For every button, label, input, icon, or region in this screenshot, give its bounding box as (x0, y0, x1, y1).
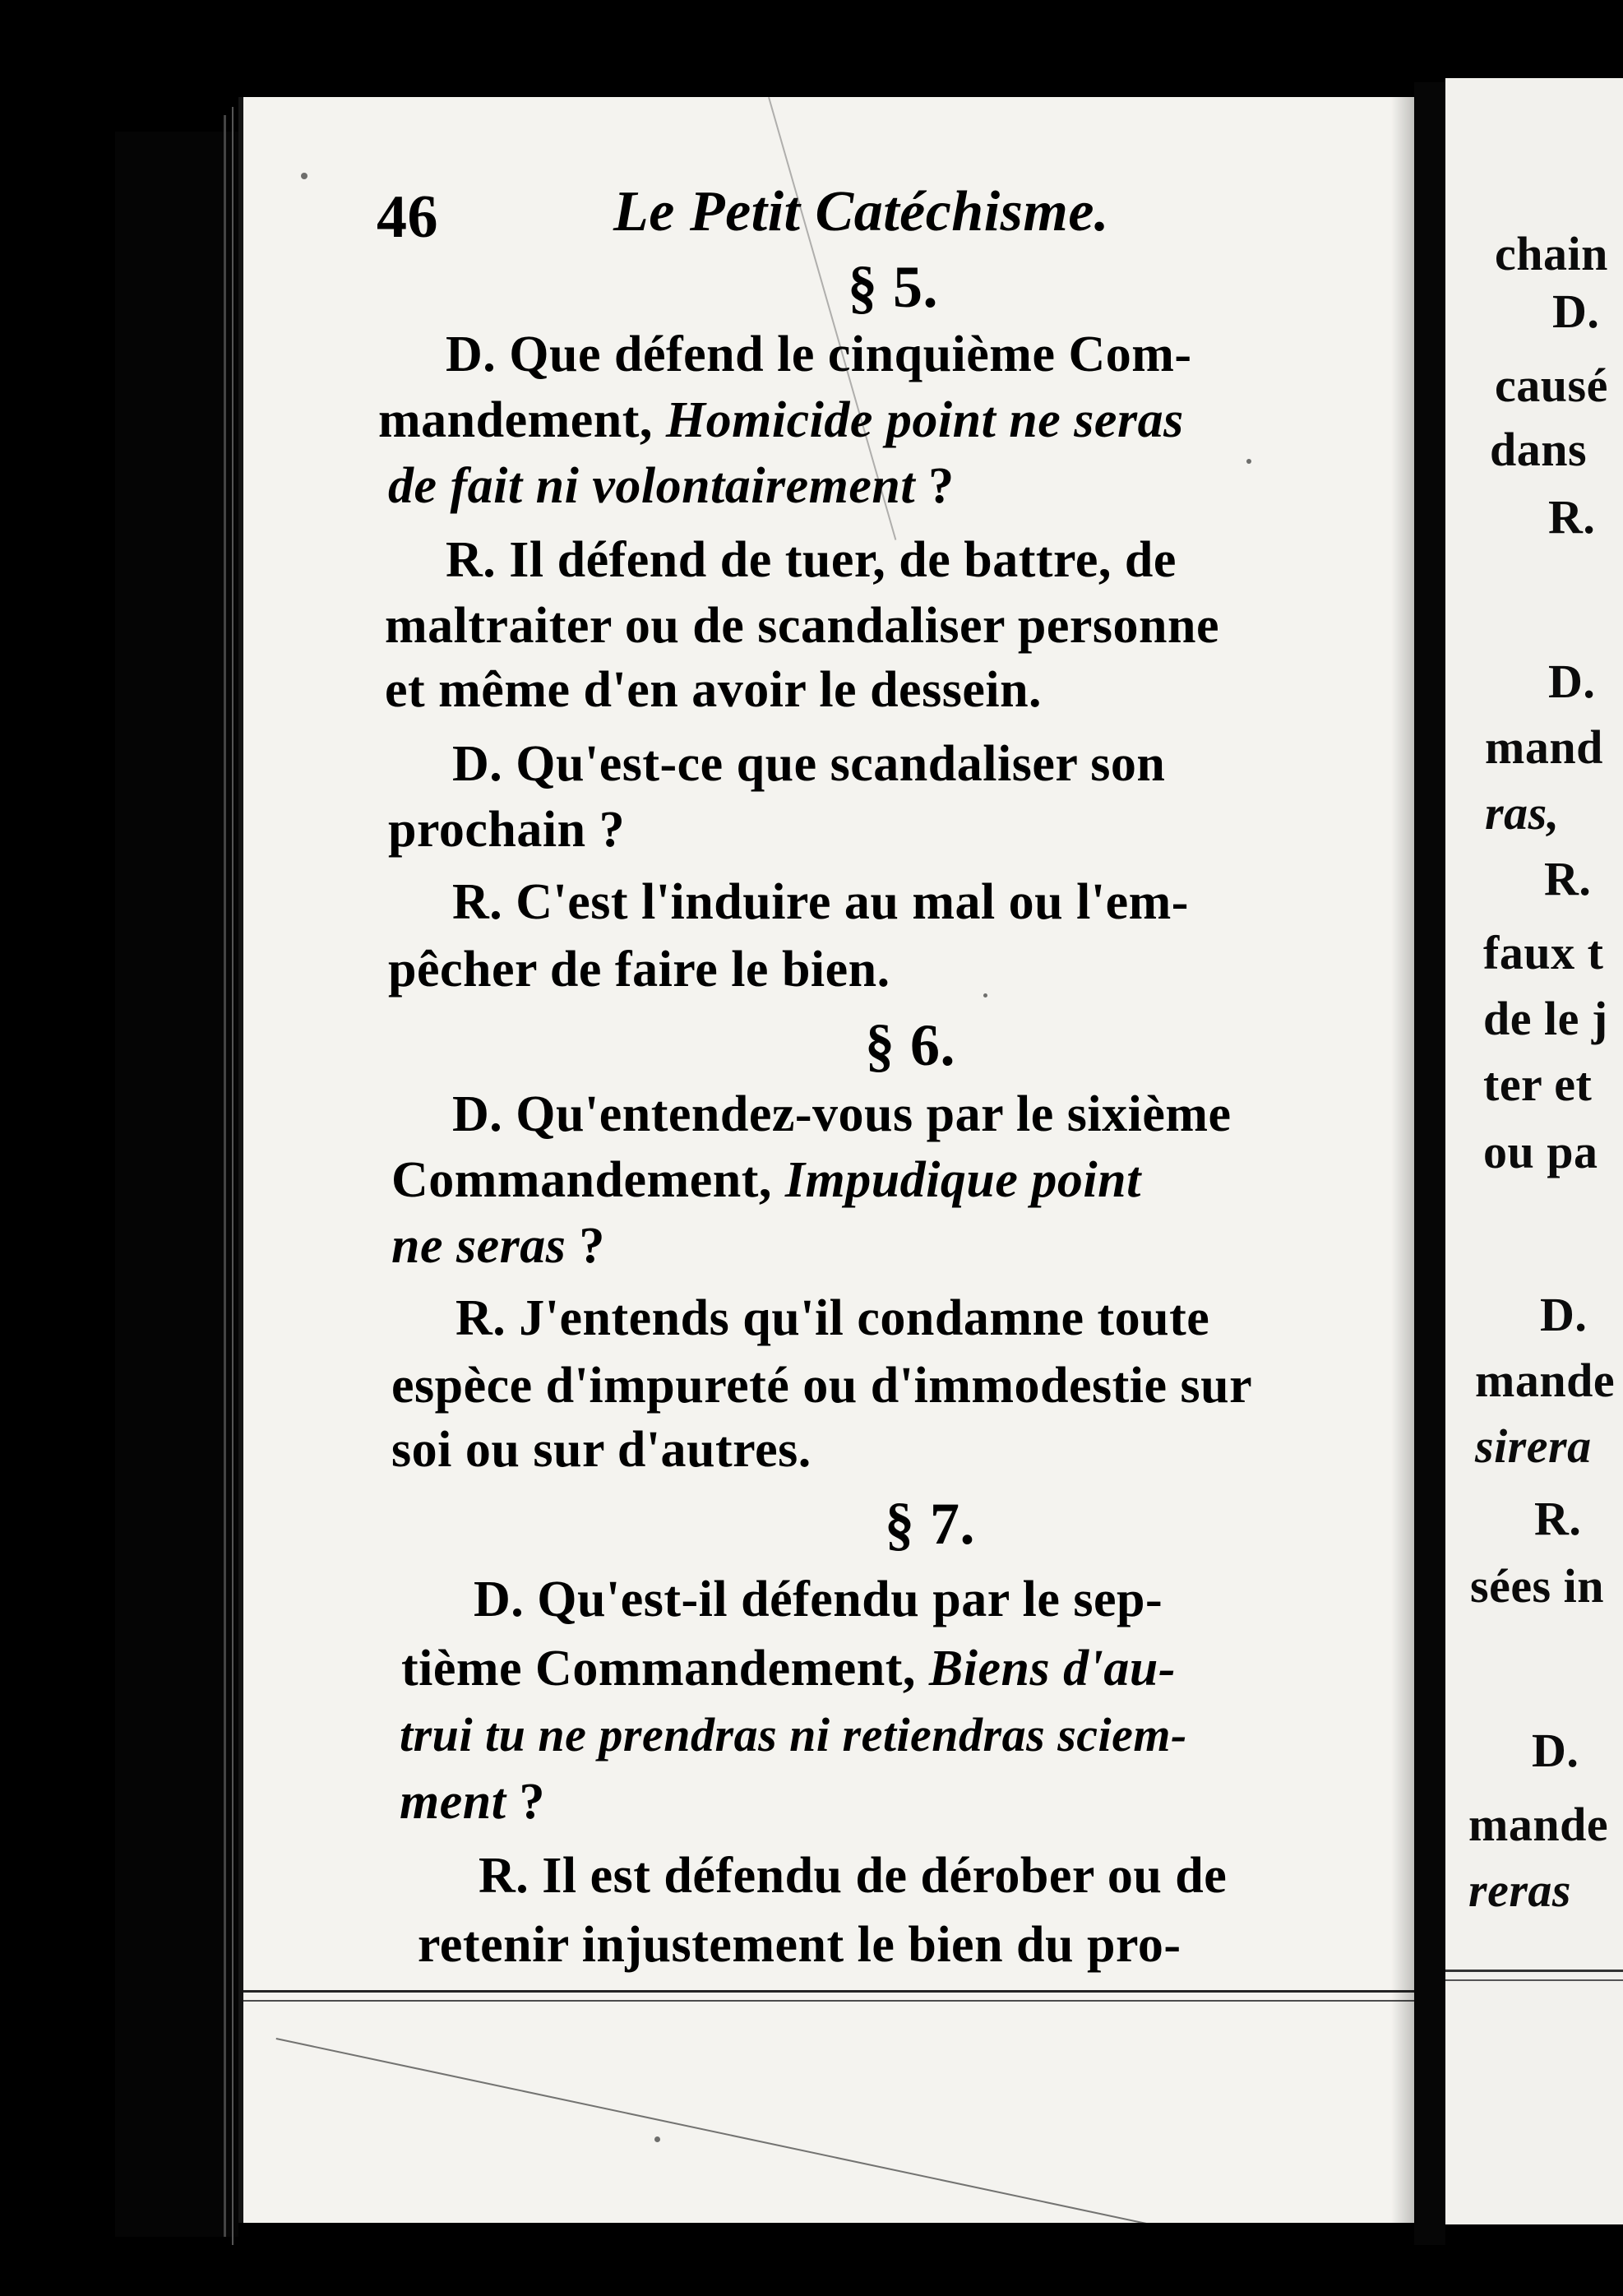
text-line: R. Il est défendu de dérober ou de (479, 1848, 1228, 1904)
text-line: tième Commandement, Biens d'au- (401, 1641, 1176, 1697)
text-fragment: D. (1532, 1724, 1579, 1777)
section-heading: § 5. (848, 254, 938, 320)
text-line: maltraiter ou de scandaliser personne (385, 598, 1220, 654)
text-line: pêcher de faire le bien. (388, 942, 890, 998)
text-line: D. Qu'est-il défendu par le sep- (474, 1572, 1163, 1627)
speck (654, 2136, 660, 2142)
binding-line (232, 107, 234, 2245)
text-line: R. J'entends qu'il condamne toute (455, 1290, 1210, 1346)
text-fragment: de le j (1483, 992, 1608, 1045)
binding-edge (115, 132, 238, 2237)
text-line: prochain ? (388, 802, 626, 858)
text-fragment: R. (1534, 1492, 1582, 1545)
text-fragment: R. (1544, 852, 1592, 905)
scan-line (1445, 1979, 1623, 1981)
text-fragment: sées in (1470, 1559, 1604, 1613)
text-line: mandement, Homicide point ne seras (378, 392, 1184, 448)
text-fragment: D. (1540, 1288, 1588, 1341)
text-line: de fait ni volontairement ? (388, 458, 955, 514)
text-fragment: ou pa (1483, 1125, 1598, 1178)
left-page (238, 97, 1419, 2223)
text-line: trui tu ne prendras ni retiendras sciem- (400, 1708, 1187, 1761)
text-fragment: faux t (1483, 926, 1604, 979)
binding-line (224, 115, 226, 2237)
text-line: D. Qu'entendez-vous par le sixième (452, 1086, 1232, 1142)
text-fragment: D. (1552, 285, 1600, 338)
text-line: ne seras ? (391, 1218, 605, 1274)
text-line: D. Que défend le cinquième Com- (446, 326, 1192, 382)
scan-scratch (276, 2038, 1226, 2223)
text-fragment: D. (1548, 655, 1596, 708)
section-heading: § 7. (885, 1491, 975, 1557)
page-gutter (1414, 82, 1445, 2245)
text-fragment: chain (1495, 227, 1608, 280)
speck (1246, 459, 1251, 464)
text-fragment: dans (1490, 423, 1588, 476)
scan-line (243, 1990, 1419, 1993)
section-heading: § 6. (865, 1012, 955, 1078)
text-line: retenir injustement le bien du pro- (418, 1917, 1181, 1973)
speck (301, 173, 307, 179)
left-page-content (243, 97, 1419, 2223)
right-page (1445, 78, 1623, 2224)
text-fragment: R. (1548, 490, 1596, 544)
running-title: Le Petit Catéchisme. (613, 180, 1109, 243)
text-fragment: mande (1475, 1354, 1616, 1407)
text-fragment: ras, (1485, 786, 1560, 840)
text-line: espèce d'impureté ou d'immodestie sur (391, 1358, 1253, 1414)
scan-line (243, 2000, 1419, 2002)
text-line: D. Qu'est-ce que scandaliser son (452, 736, 1166, 792)
text-fragment: reras (1468, 1863, 1571, 1917)
speck (983, 993, 987, 998)
text-line: R. C'est l'induire au mal ou l'em- (452, 874, 1189, 930)
text-line: soi ou sur d'autres. (391, 1422, 812, 1478)
text-fragment: sirera (1475, 1419, 1592, 1473)
text-line: ment ? (400, 1774, 545, 1830)
text-line: et même d'en avoir le dessein. (385, 662, 1043, 718)
text-fragment: ter et (1483, 1058, 1593, 1111)
page-number: 46 (377, 183, 438, 251)
text-line: Commandement, Impudique point (391, 1152, 1141, 1208)
scan-line (1445, 1970, 1623, 1972)
text-fragment: mande (1468, 1798, 1609, 1851)
text-fragment: mand (1485, 720, 1603, 774)
text-fragment: causé (1495, 359, 1608, 412)
text-line: R. Il défend de tuer, de battre, de (446, 532, 1177, 588)
